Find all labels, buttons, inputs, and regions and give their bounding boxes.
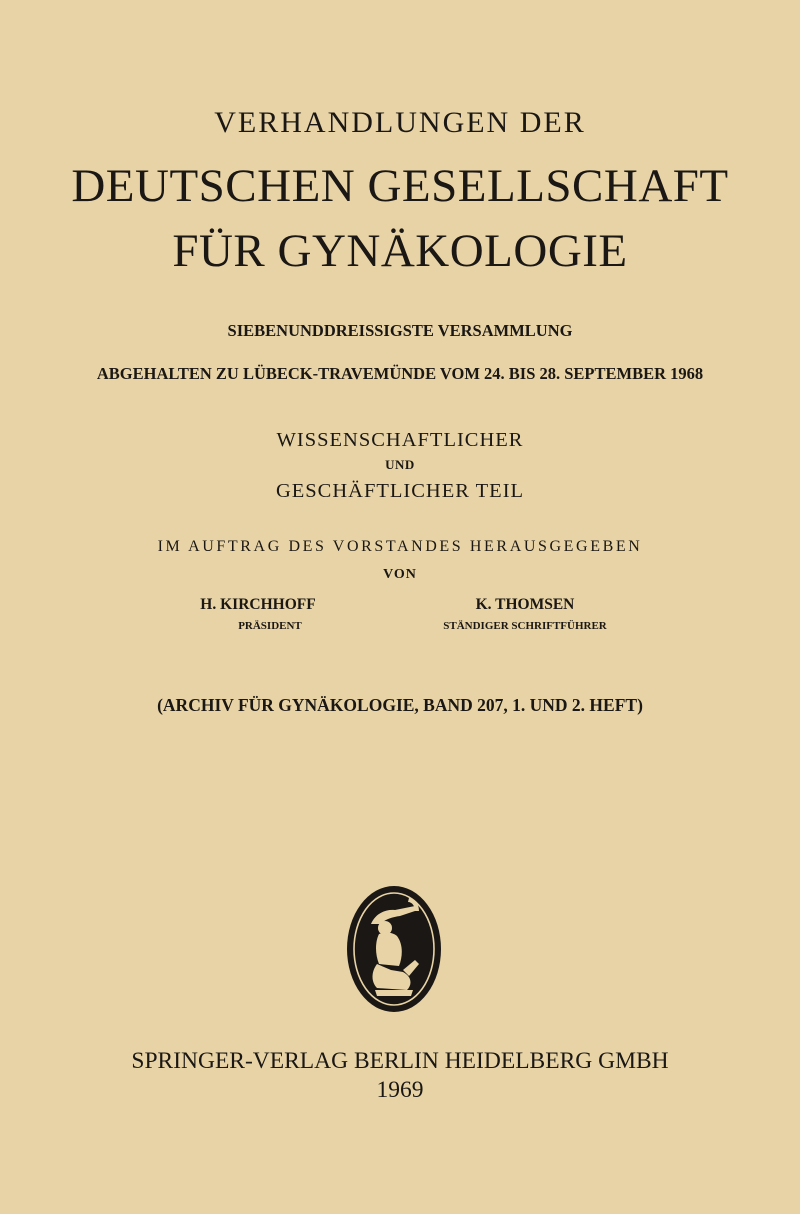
part-line-3: GESCHÄFTLICHER TEIL: [275, 480, 525, 502]
editor-1-name: H. KIRCHHOFF: [200, 596, 316, 613]
publisher-name: SPRINGER-VERLAG BERLIN HEIDELBERG GMBH: [131, 1048, 669, 1074]
title-line-3: FÜR GYNÄKOLOGIE: [172, 225, 628, 277]
by-line: VON: [383, 567, 417, 582]
meeting-ordinal: SIEBENUNDDREISSIGSTE VERSAMMLUNG: [227, 321, 573, 340]
part-line-2: UND: [385, 457, 415, 472]
title-line-1: VERHANDLUNGEN DER: [214, 106, 586, 139]
editor-2-name: K. THOMSEN: [475, 596, 575, 613]
series-note: (ARCHIV FÜR GYNÄKOLOGIE, BAND 207, 1. UND 2. HEFT): [157, 695, 643, 715]
title-line-2: DEUTSCHEN GESELLSCHAFT: [71, 160, 729, 212]
publication-year: 1969: [376, 1077, 424, 1103]
springer-chess-knight-emblem-icon: [345, 884, 443, 1014]
commission-line: IM AUFTRAG DES VORSTANDES HERAUSGEGEBEN: [157, 538, 643, 555]
editor-1-role: PRÄSIDENT: [238, 620, 302, 632]
meeting-place-date: ABGEHALTEN ZU LÜBECK-TRAVEMÜNDE VOM 24. BIS 28. SEPTEMBER 1968: [96, 364, 704, 383]
editor-2-role: STÄNDIGER SCHRIFTFÜHRER: [443, 620, 607, 632]
part-line-1: WISSENSCHAFTLICHER: [276, 429, 524, 451]
